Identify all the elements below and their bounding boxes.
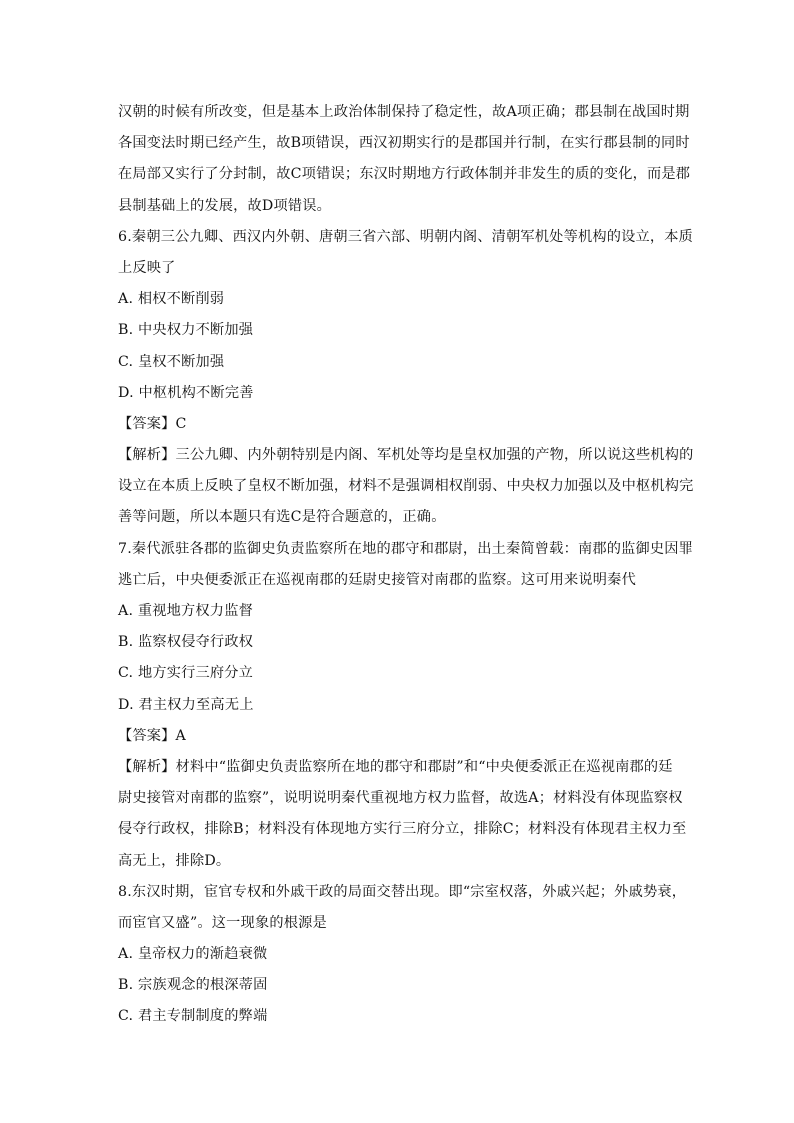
question-line: 7.秦代派驻各郡的监御史负责监察所在地的郡守和郡尉，出土秦简曾载：南郡的监御史因罪 (118, 540, 694, 557)
option-block (118, 315, 678, 346)
option-block (118, 627, 678, 658)
question-line: 逃亡后，中央便委派正在巡视南郡的廷尉史接管对南郡的监察。这可用来说明秦代 (118, 571, 636, 588)
option-line: A. 重视地方权力监督 (118, 603, 253, 619)
question-block (118, 534, 694, 596)
option-line: B. 监察权侵夺行政权 (118, 634, 254, 651)
paragraph-block (118, 97, 691, 222)
option-line: D. 君主权力至高无上 (118, 696, 254, 713)
document-body (118, 97, 694, 1033)
option-line: D. 中枢机构不断完善 (118, 384, 254, 401)
answer-block (118, 721, 678, 752)
analysis-block (118, 752, 687, 877)
paragraph-line: 在局部又实行了分封制，故C项错误；东汉时期地方行政体制并非发生的质的变化，而是郡 (118, 166, 691, 183)
analysis-line: 高无上，排除D。 (118, 852, 231, 869)
analysis-line: 【解析】三公九卿、内外朝特别是内阁、军机处等均是皇权加强的产物，所以说这些机构的 (118, 447, 694, 464)
option-block (118, 378, 678, 409)
question-line: 8.东汉时期，宦官专权和外戚干政的局面交替出现。即“宗室权落，外戚兴起；外戚势衰， (118, 883, 687, 900)
option-block (118, 596, 678, 627)
answer-line: 【答案】A (118, 727, 186, 744)
option-block (118, 970, 678, 1001)
option-block (118, 658, 678, 689)
paragraph-line: 县制基础上的发展，故D项错误。 (118, 197, 332, 214)
analysis-line: 侵夺行政权，排除B；材料没有体现地方实行三府分立，排除C；材料没有体现君主权力至 (118, 821, 687, 838)
option-line: C. 地方实行三府分立 (118, 665, 254, 682)
option-line: B. 中央权力不断加强 (118, 322, 254, 339)
option-block (118, 1001, 678, 1032)
option-line: C. 皇权不断加强 (118, 353, 225, 370)
analysis-line: 设立在本质上反映了皇权不断加强，材料不是强调相权削弱、中央权力加强以及中枢机构完 (118, 478, 694, 495)
question-line: 而宦官又盛”。这一现象的根源是 (118, 914, 327, 931)
option-line: A. 相权不断削弱 (118, 291, 225, 308)
analysis-line: 【解析】材料中“监御史负责监察所在地的郡守和郡尉”和“中央便委派正在巡视南郡的廷 (118, 758, 673, 775)
question-block (118, 222, 694, 284)
answer-block (118, 409, 678, 440)
question-line: 6.秦朝三公九卿、西汉内外朝、唐朝三省六部、明朝内阁、清朝军机处等机构的设立，本质 (118, 228, 694, 245)
option-line: C. 君主专制制度的弊端 (118, 1008, 268, 1025)
analysis-line: 善等问题，所以本题只有选C是符合题意的，正确。 (118, 509, 446, 526)
paragraph-line: 各国变法时期已经产生，故B项错误，西汉初期实行的是郡国并行制，在实行郡县制的同时 (118, 135, 690, 152)
option-block (118, 939, 678, 970)
answer-line: 【答案】C (118, 415, 187, 432)
question-block (118, 877, 687, 939)
option-line: A. 皇帝权力的渐趋衰微 (118, 946, 268, 963)
option-block (118, 690, 678, 721)
option-block (118, 347, 678, 378)
analysis-line: 尉史接管对南郡的监察”，说明说明秦代重视地方权力监督，故选A；材料没有体现监察权 (118, 790, 683, 807)
analysis-block (118, 440, 694, 534)
paragraph-line: 汉朝的时候有所改变，但是基本上政治体制保持了稳定性，故A项正确；郡县制在战国时期 (118, 104, 690, 120)
option-block (118, 284, 678, 315)
question-line: 上反映了 (118, 259, 176, 276)
option-line: B. 宗族观念的根深蒂固 (118, 977, 268, 994)
